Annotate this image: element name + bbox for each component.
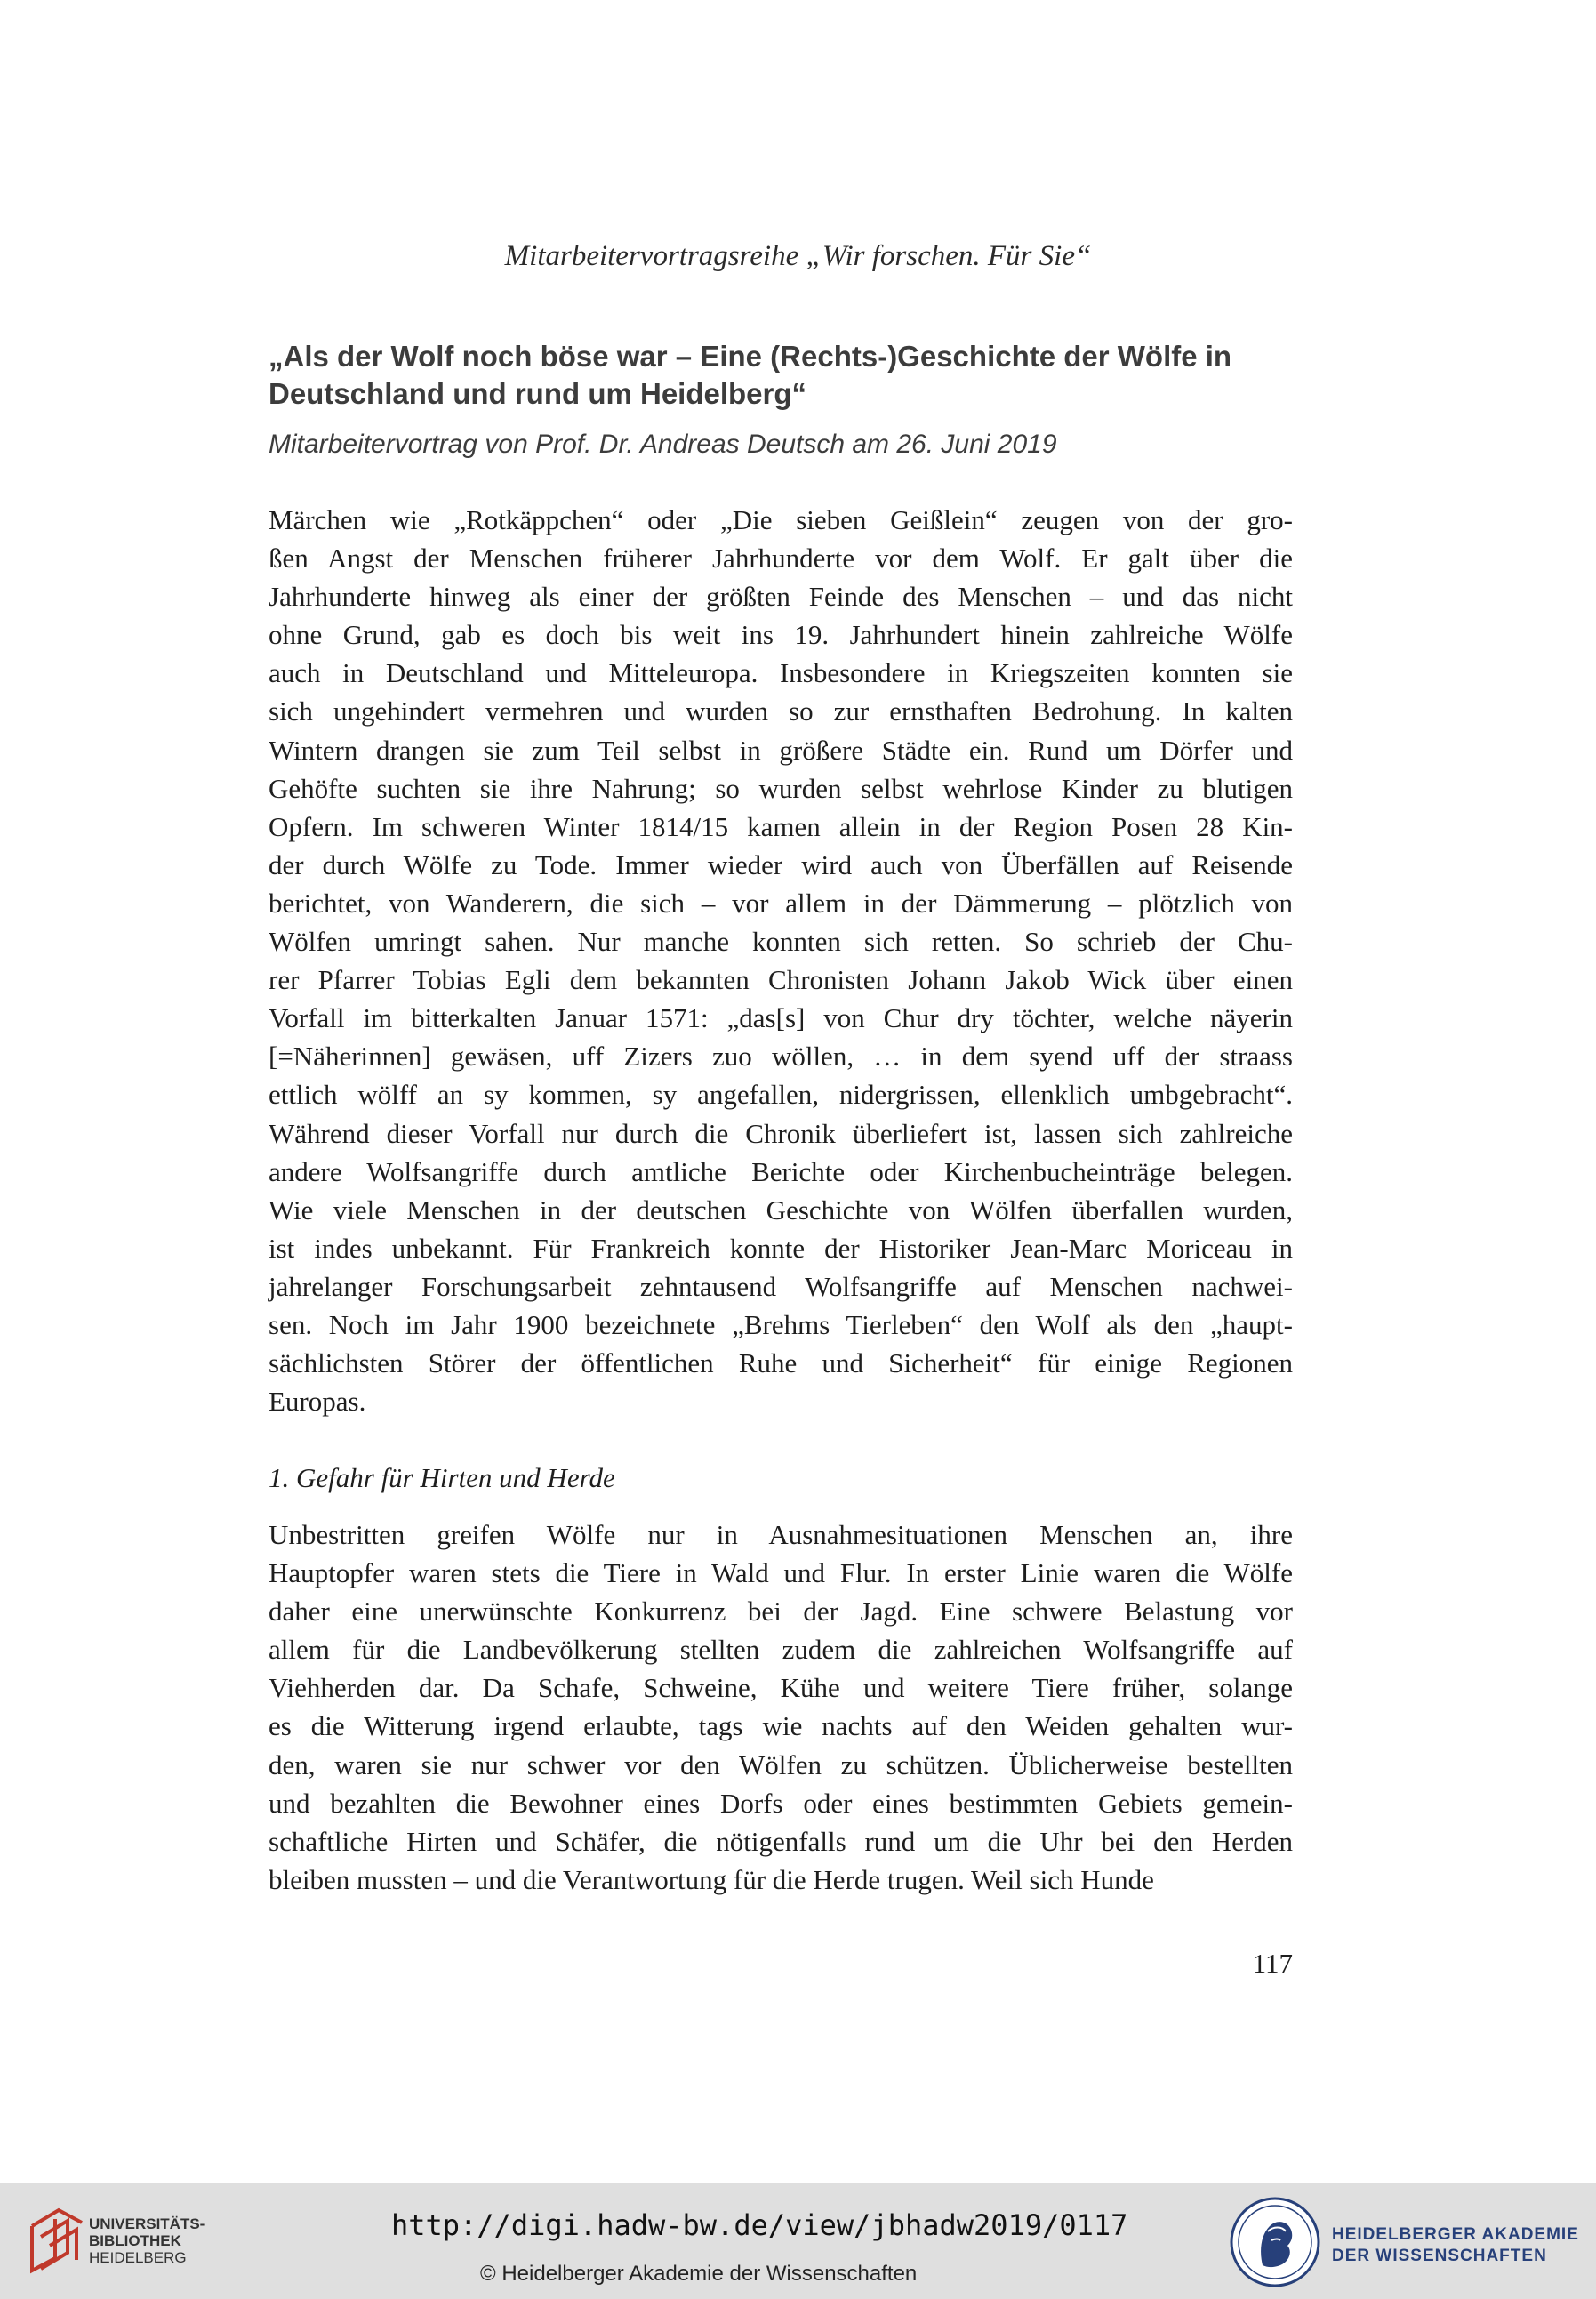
ub-label-line: UNIVERSITÄTS- [89, 2215, 205, 2232]
text-line: Unbestritten greifen Wölfe nur in Ausnahmesituationen Menschen an, ihre [269, 1519, 1293, 1550]
text-line: andere Wolfsangriffe durch amtliche Berichte oder Kirchenbucheinträge belegen. [269, 1155, 1293, 1187]
text-line: Wintern drangen sie zum Teil selbst in größere Städte ein. Rund um Dörfer und [269, 734, 1293, 766]
hadw-label [1332, 2224, 1579, 2267]
article-subtitle: Mitarbeitervortrag von Prof. Dr. Andreas Deutsch am 26. Juni 2019 [269, 430, 1057, 459]
text-line: bleiben mussten – und die Verantwortung für die Herde trugen. Weil sich Hunde [269, 1863, 1154, 1895]
hadw-label-line: DER WISSENSCHAFTEN [1332, 2247, 1547, 2265]
section-heading: 1. Gefahr für Hirten und Herde [269, 1462, 615, 1493]
series-header: Mitarbeitervortragsreihe „Wir forschen. Für Sie“ [504, 240, 1092, 272]
text-line: ßen Angst der Menschen früherer Jahrhunderte vor dem Wolf. Er galt über die [269, 543, 1293, 575]
text-line: Opfern. Im schweren Winter 1814/15 kamen allein in der Region Posen 28 Kin- [269, 810, 1293, 842]
text-line: sen. Noch im Jahr 1900 bezeichnete „Brehms Tierleben“ den Wolf als den „haupt- [269, 1308, 1293, 1340]
text-line: sächlichsten Störer der öffentlichen Ruhe und Sicherheit“ für einige Regionen [269, 1347, 1293, 1379]
text-line: berichtet, von Wanderern, die sich – vor allem in der Dämmerung – plötzlich von [269, 887, 1293, 919]
text-line: ettlich wölff an sy kommen, sy angefallen, nidergrissen, ellenklich umbgebracht“. [269, 1079, 1293, 1111]
article-title-line: „Als der Wolf noch böse war – Eine (Rechts-)Geschichte der Wölfe in [269, 340, 1232, 373]
text-line: allem für die Landbevölkerung stellten zudem die zahlreichen Wolfsangriffe auf [269, 1634, 1293, 1666]
text-line: rer Pfarrer Tobias Egli dem bekannten Chronisten Johann Jakob Wick über einen [269, 964, 1293, 996]
text-line: Während dieser Vorfall nur durch die Chronik überliefert ist, lassen sich zahlreiche [269, 1117, 1293, 1149]
ub-heidelberg-label [89, 2215, 205, 2266]
text-line: auch in Deutschland und Mitteleuropa. Insbesondere in Kriegszeiten konnten sie [269, 657, 1293, 689]
footer-bar [0, 2183, 1596, 2299]
text-line: Gehöfte suchten sie ihre Nahrung; so wurden selbst wehrlose Kinder zu blutigen [269, 772, 1293, 804]
text-line: Wie viele Menschen in der deutschen Geschichte von Wölfen überfallen wurden, [269, 1194, 1293, 1226]
text-line: ohne Grund, gab es doch bis weit ins 19. Jahrhundert hinein zahlreiche Wölfe [269, 619, 1293, 651]
text-line: Wölfen umringt sahen. Nur manche konnten sich retten. So schrieb der Chu- [269, 926, 1293, 958]
text-line: Vorfall im bitterkalten Januar 1571: „das[s] von Chur dry töchter, welche näyerin [269, 1002, 1293, 1034]
text-line: Europas. [269, 1386, 366, 1418]
ub-label-line: HEIDELBERG [89, 2249, 187, 2266]
text-line: den, waren sie nur schwer vor den Wölfen zu schützen. Üblicherweise bestellten [269, 1748, 1293, 1781]
text-line: sich ungehindert vermehren und wurden so zur ernsthaften Bedrohung. In kalten [269, 695, 1293, 727]
hadw-label-line: HEIDELBERGER AKADEMIE [1332, 2225, 1579, 2244]
paragraph-2 [269, 1515, 1293, 1899]
article-title [269, 338, 1335, 413]
text-line: Viehherden dar. Da Schafe, Schweine, Kühe und weitere Tiere früher, solange [269, 1672, 1293, 1704]
text-line: und bezahlten die Bewohner eines Dorfs oder eines bestimmten Gebiets gemein- [269, 1787, 1293, 1819]
text-line: [=Näherinnen] gewäsen, uff Zizers zuo wöllen, … in dem syend uff der straass [269, 1041, 1293, 1073]
ub-label-line: BIBLIOTHEK [89, 2232, 181, 2249]
hadw-seal-icon [1229, 2196, 1321, 2288]
text-line: schaftliche Hirten und Schäfer, die nötigenfalls rund um die Uhr bei den Herden [269, 1825, 1293, 1857]
text-line: Märchen wie „Rotkäppchen“ oder „Die sieben Geißlein“ zeugen von der gro- [269, 504, 1293, 535]
article-title-line: Deutschland und rund um Heidelberg“ [269, 377, 807, 410]
page-number: 117 [1252, 1948, 1293, 1979]
text-line: Jahrhunderte hinweg als einer der größten Feinde des Menschen – und das nicht [269, 581, 1293, 613]
text-line: der durch Wölfe zu Tode. Immer wieder wird auch von Überfällen auf Reisende [269, 848, 1293, 880]
text-line: es die Witterung irgend erlaubte, tags wie nachts auf den Weiden gehalten wur- [269, 1710, 1293, 1742]
paragraph-1 [269, 501, 1293, 1420]
permalink-url[interactable]: http://digi.hadw-bw.de/view/jbhadw2019/0117 [391, 2208, 1128, 2242]
copyright-notice: © Heidelberger Akademie der Wissenschaften [480, 2262, 918, 2286]
text-line: Hauptopfer waren stets die Tiere in Wald und Flur. In erster Linie waren die Wölfe [269, 1557, 1293, 1589]
text-line: daher eine unerwünschte Konkurrenz bei der Jagd. Eine schwere Belastung vor [269, 1596, 1293, 1628]
text-line: ist indes unbekannt. Für Frankreich konnte der Historiker Jean-Marc Moriceau in [269, 1232, 1293, 1264]
text-line: jahrelanger Forschungsarbeit zehntausend Wolfsangriffe auf Menschen nachwei- [269, 1270, 1293, 1302]
